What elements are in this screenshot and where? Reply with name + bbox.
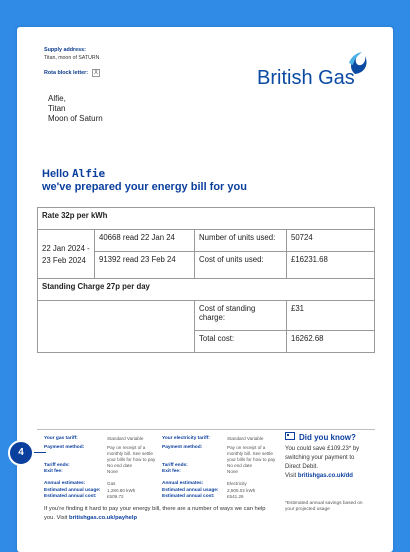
greeting-name: Alfie — [71, 167, 106, 180]
gas-payment-value-1: Pay on receipt of a — [107, 445, 146, 450]
elec-payment-value-3: your bills for how to pay — [227, 457, 276, 462]
standing-charge-cell: Standing Charge 27p per day — [38, 279, 375, 301]
dyk-note2: your projected usage — [285, 507, 330, 512]
gas-payment-value-2: monthly bill. See settle — [107, 451, 153, 456]
gas-exit-fee-label: Exit fee: — [44, 469, 63, 474]
cost-units-value: £16231.68 — [287, 252, 375, 279]
greeting-subtitle: we've prepared your energy bill for you — [42, 181, 247, 193]
gas-est-usage-value: 1,280.80 kWh — [107, 488, 136, 493]
gas-tariff-ends-label: Tariff ends: — [44, 463, 70, 468]
recipient-name: Alfie, — [48, 94, 66, 103]
gas-annual-estimates-label: Annual estimates: — [44, 481, 86, 486]
gas-est-cost-label: Estimated annual cost: — [44, 494, 97, 499]
badge-connector — [34, 452, 46, 453]
elec-est-usage-label: Estimated annual usage: — [162, 488, 219, 493]
elec-payment-value-1: Pay on receipt of a — [227, 445, 266, 450]
elec-est-cost-value: £541.26 — [227, 494, 244, 499]
bill-table — [37, 207, 375, 353]
elec-exit-fee-value: None — [227, 469, 238, 474]
elec-exit-fee-label: Exit fee: — [162, 469, 181, 474]
recipient-line2: Titan — [48, 104, 66, 113]
rate-cell: Rate 32p per kWh — [38, 208, 375, 230]
dyk-line1: You could save £109.23* by — [285, 446, 360, 452]
brand-logo-text: British Gas — [257, 67, 355, 89]
dyk-link-prefix: Visit — [285, 473, 298, 479]
footer-section — [37, 429, 375, 430]
bill-page — [17, 27, 393, 552]
dyk-line2: switching your payment to — [285, 455, 355, 461]
units-used-value: 50724 — [287, 230, 375, 252]
dyk-note1: *Estimated annual savings based on — [285, 501, 363, 506]
gas-payment-value-3: your bills for how to pay — [107, 457, 156, 462]
greeting-word: Hello — [42, 168, 69, 180]
help-text: If you're finding it hard to pay your energy bill, there are a number of ways we can help — [44, 506, 266, 512]
supply-address-label: Supply address: — [44, 47, 86, 53]
total-cost-label: Total cost: — [195, 331, 287, 353]
help-link-prefix: you. Visit — [44, 515, 70, 521]
standing-cost-value: £31 — [287, 301, 375, 331]
rota-value: X — [93, 70, 98, 76]
info-screen-icon — [285, 432, 295, 441]
help-link-line — [44, 515, 137, 521]
elec-payment-label: Payment method: — [162, 445, 203, 450]
gas-fuel-label: Gas — [107, 481, 116, 486]
elec-annual-estimates-label: Annual estimates: — [162, 481, 204, 486]
cost-units-label: Cost of units used: — [195, 252, 287, 279]
standing-cost-label: Cost of standing charge: — [195, 301, 287, 331]
rota-label: Rota block letter: — [44, 70, 89, 76]
recipient-line3: Moon of Saturn — [48, 114, 103, 123]
gas-est-usage-label: Estimated annual usage: — [44, 488, 101, 493]
units-used-label: Number of units used: — [195, 230, 287, 252]
elec-tariff-ends-value: No end date — [227, 463, 253, 468]
direct-debit-link[interactable]: britishgas.co.uk/dd — [297, 473, 353, 479]
elec-fuel-label: Electricity — [227, 481, 247, 486]
elec-tariff-label: Your electricity tariff: — [162, 436, 210, 441]
dyk-line3: Direct Debit. — [285, 464, 319, 470]
gas-payment-label: Payment method: — [44, 445, 85, 450]
elec-est-cost-label: Estimated annual cost: — [162, 494, 215, 499]
supply-address-value: Titan, moon of SATURN — [44, 55, 100, 61]
gas-tariff-ends-value: No end date — [107, 463, 133, 468]
dyk-link-line — [285, 472, 353, 480]
elec-est-usage-value: 2,505.02 kWh — [227, 488, 256, 493]
empty-cell — [38, 301, 195, 353]
greeting-hello — [42, 167, 105, 180]
period-end: 23 Feb 2024 — [42, 255, 86, 265]
elec-payment-value-2: monthly bill. See settle — [227, 451, 273, 456]
gas-tariff-value: Standard Variable — [107, 436, 144, 441]
elec-tariff-ends-label: Tariff ends: — [162, 463, 188, 468]
payhelp-link[interactable]: britishgas.co.uk/payhelp — [69, 515, 138, 521]
did-you-know-title: Did you know? — [299, 433, 356, 442]
period-start: 22 Jan 2024 - — [42, 243, 90, 253]
gas-tariff-label: Your gas tariff: — [44, 436, 78, 441]
meter-read-2: 91392 read 23 Feb 24 — [95, 252, 195, 279]
gas-est-cost-value: £509.72 — [107, 494, 124, 499]
step-number-badge: 4 — [8, 440, 34, 466]
meter-read-1: 40668 read 22 Jan 24 — [95, 230, 195, 252]
elec-tariff-value: Standard Variable — [227, 436, 264, 441]
billing-period — [38, 230, 95, 279]
total-cost-value: 16262.68 — [287, 331, 375, 353]
gas-exit-fee-value: None — [107, 469, 118, 474]
